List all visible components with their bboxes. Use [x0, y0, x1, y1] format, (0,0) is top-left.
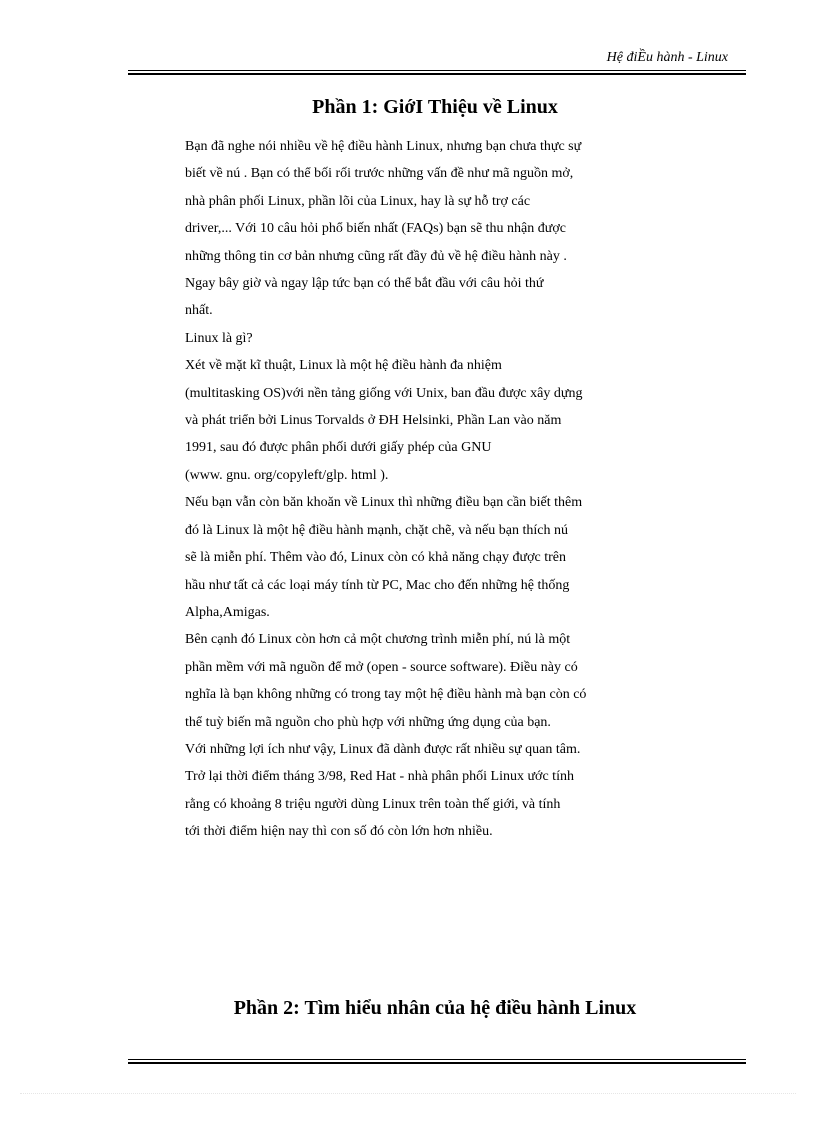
body-line: thể tuỳ biến mã nguồn cho phù hợp với những ứng dụng của bạn. — [185, 714, 551, 730]
body-line: tới thời điểm hiện nay thì con số đó còn lớn hơn nhiều. — [185, 824, 493, 840]
body-line: những thông tin cơ bản nhưng cũng rất đầy đủ về hệ điều hành này . — [185, 248, 567, 264]
body-line: biết về nú . Bạn có thể bối rối trước những vấn đề như mã nguồn mở, — [185, 166, 574, 182]
body-line: nghĩa là bạn không những có trong tay một hệ điều hành mà bạn còn có — [185, 687, 587, 703]
section-2-title: Phần 2: Tìm hiểu nhân của hệ điều hành Linux — [233, 997, 637, 1019]
body-line: Bên cạnh đó Linux còn hơn cả một chương trình miễn phí, nú là một — [185, 632, 571, 648]
body-line: driver,... Với 10 câu hỏi phổ biến nhất (FAQs) bạn sẽ thu nhận được — [185, 221, 566, 237]
body-line: đó là Linux là một hệ điều hành mạnh, chặt chẽ, và nếu bạn thích nú — [185, 522, 568, 538]
body-line: rằng có khoảng 8 triệu người dùng Linux trên toàn thế giới, và tính — [185, 796, 561, 812]
body-line: Ngay bây giờ và ngay lập tức bạn có thể bắt đầu với câu hỏi thứ — [185, 276, 544, 292]
running-header: Hệ điỀu hành - Linux — [606, 50, 728, 65]
body-line: Nếu bạn vẫn còn băn khoăn về Linux thì những điều bạn cần biết thêm — [185, 495, 583, 511]
body-line: và phát triển bởi Linus Torvalds ở ĐH Helsinki, Phần Lan vào năm — [185, 413, 562, 429]
section-1-title: Phần 1: GiớI Thiệu về Linux — [312, 96, 558, 118]
footer-rule — [128, 1059, 746, 1064]
body-line: hầu như tất cả các loại máy tính từ PC, Mac cho đến những hệ thống — [185, 577, 570, 593]
body-line: (www. gnu. org/copyleft/glp. html ). — [185, 467, 389, 483]
body-line: Với những lợi ích như vậy, Linux đã dành được rất nhiều sự quan tâm. — [185, 741, 581, 757]
body-line: Xét về mặt kĩ thuật, Linux là một hệ điều hành đa nhiệm — [185, 358, 502, 374]
body-line: Alpha,Amigas. — [185, 604, 270, 620]
body-line: Bạn đã nghe nói nhiều về hệ điều hành Linux, nhưng bạn chưa thực sự — [185, 139, 582, 154]
section-1-body — [185, 133, 675, 846]
body-line: phần mềm với mã nguồn để mở (open - source software). Điều này có — [185, 659, 578, 675]
body-line: 1991, sau đó được phân phối dưới giấy phép của GNU — [185, 440, 492, 456]
body-line: Linux là gì? — [185, 330, 253, 346]
body-line: Trở lại thời điểm tháng 3/98, Red Hat - nhà phân phối Linux ước tính — [185, 769, 574, 785]
body-line: (multitasking OS)với nền tảng giống với Unix, ban đầu được xây dựng — [185, 385, 583, 401]
body-line: nhất. — [185, 303, 213, 319]
header-rule — [128, 70, 746, 75]
page-bottom-edge — [20, 1093, 796, 1094]
body-line: sẽ là miễn phí. Thêm vào đó, Linux còn có khả năng chạy được trên — [185, 550, 566, 566]
body-line: nhà phân phối Linux, phần lõi của Linux, hay là sự hỗ trợ các — [185, 193, 531, 209]
